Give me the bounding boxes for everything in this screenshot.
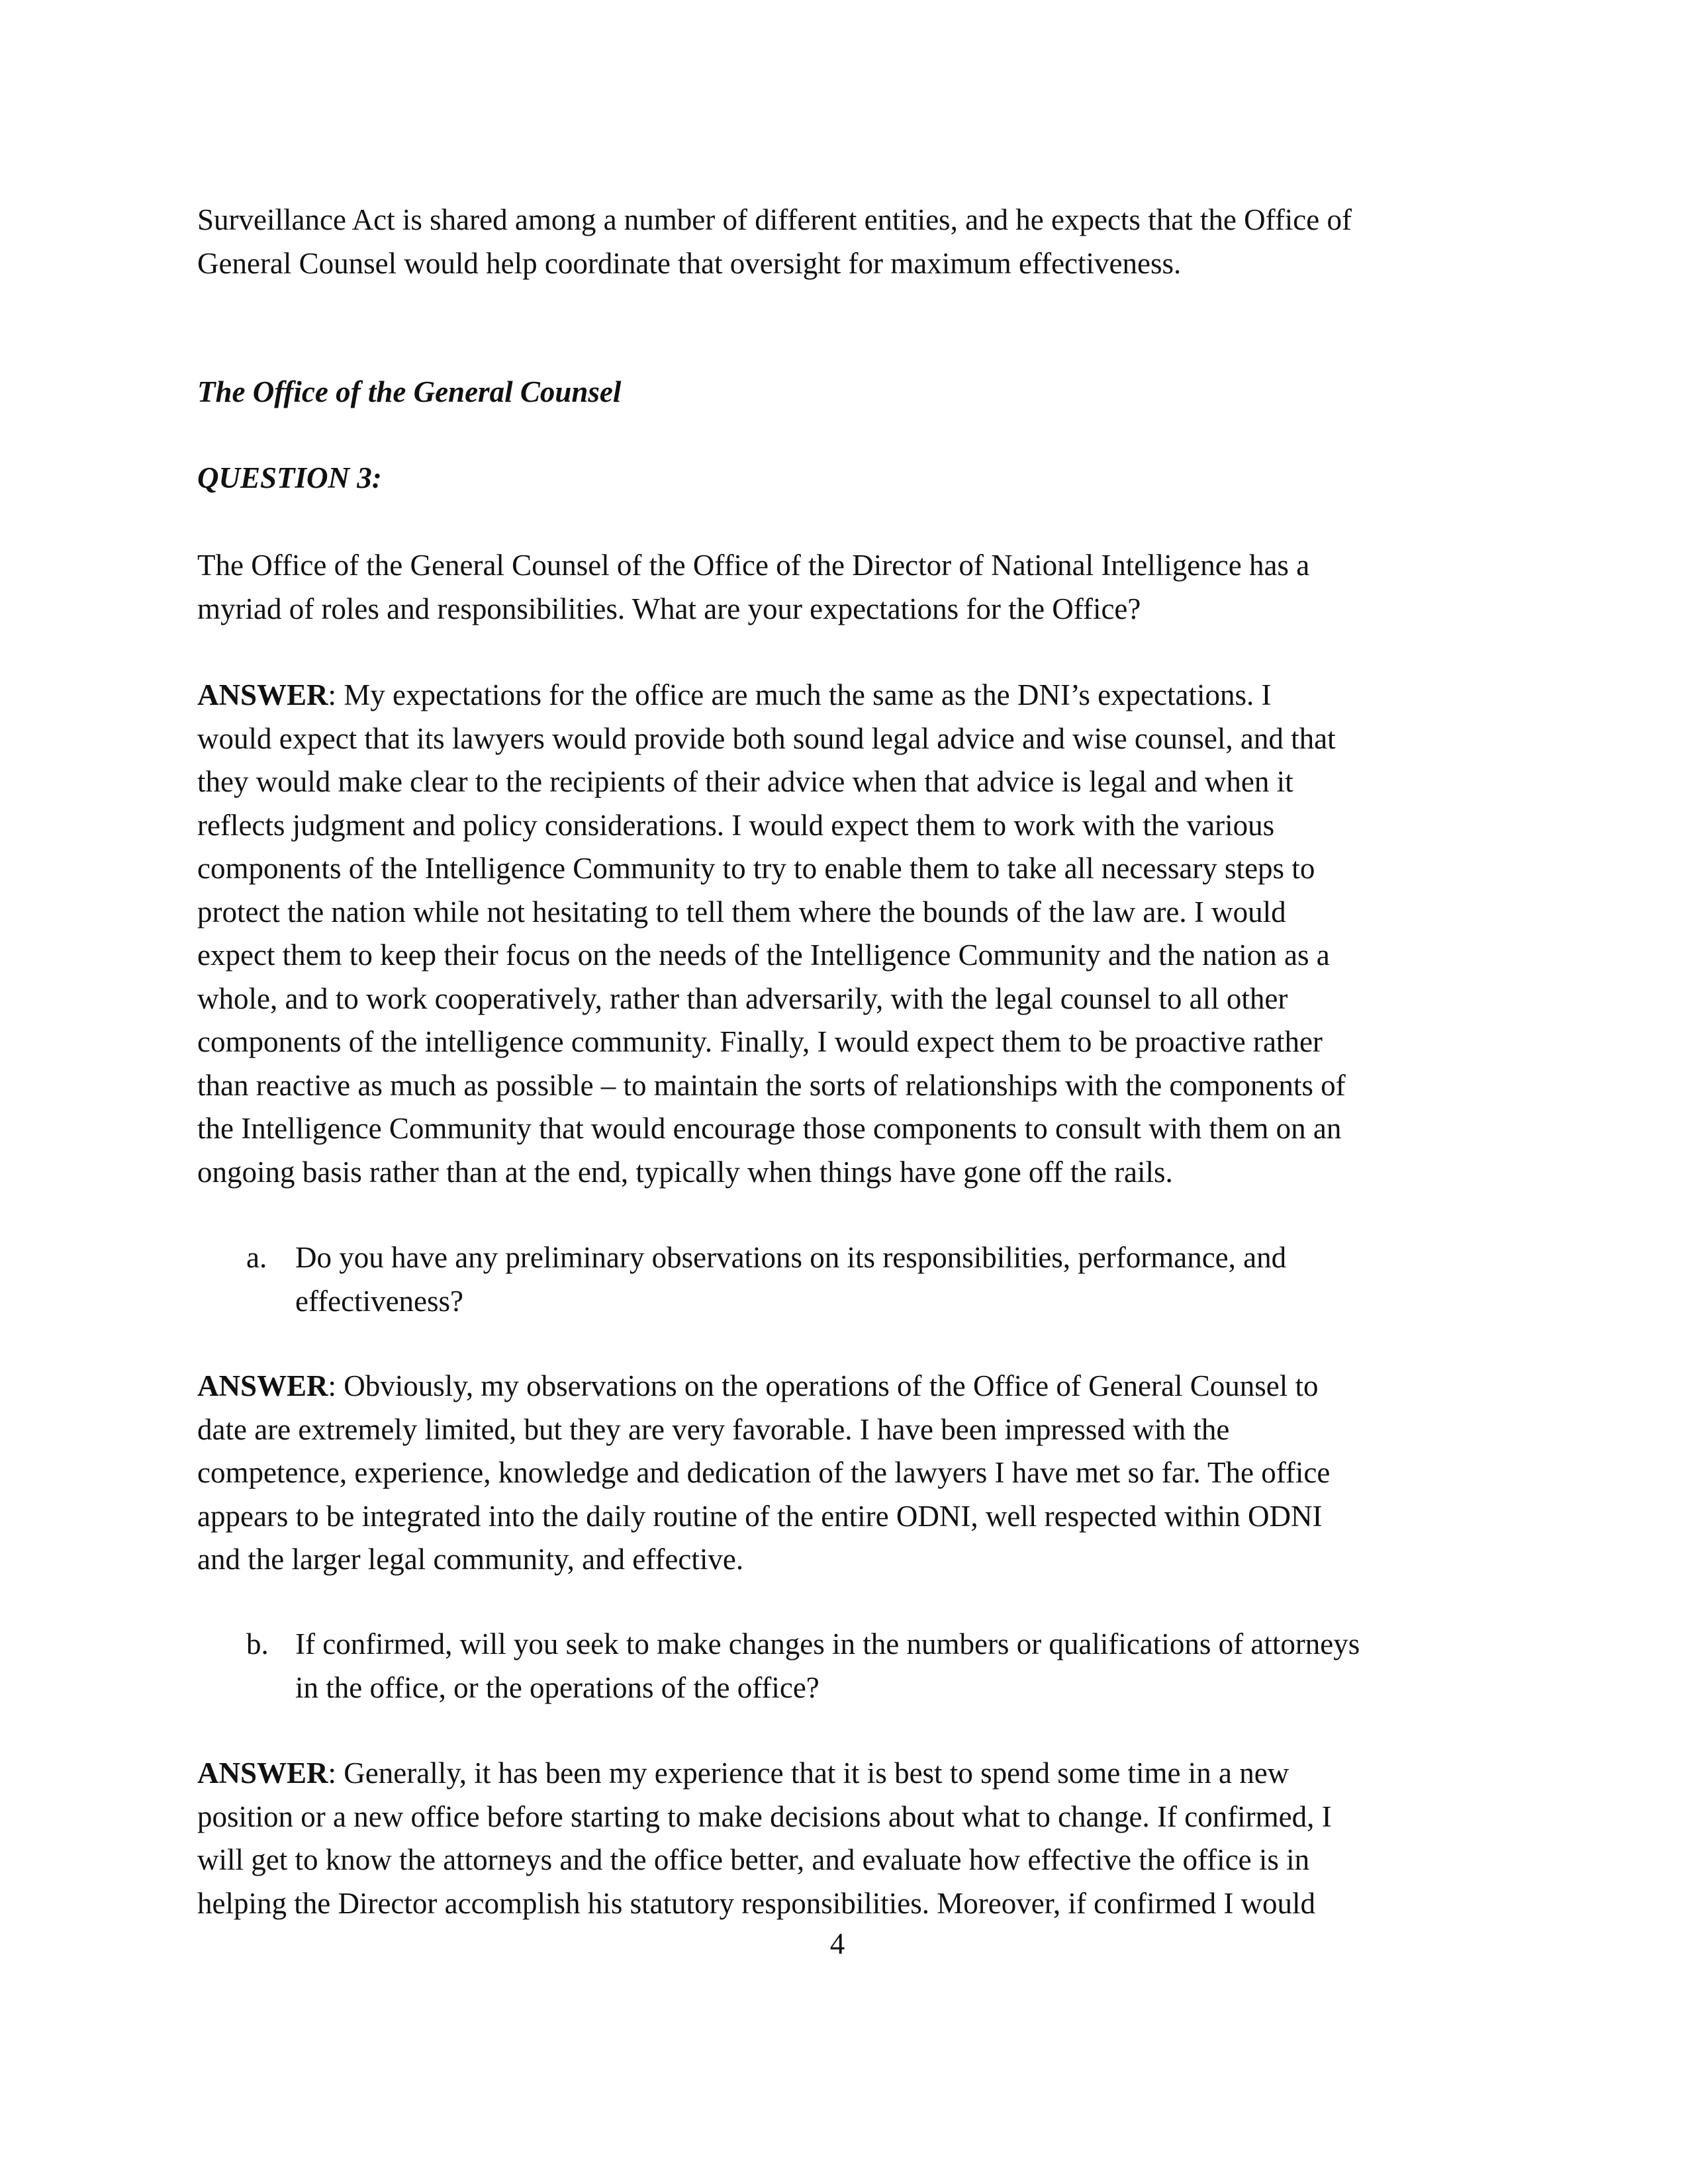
paragraph-line: components of the Intelligence Community to try to enable them to take all necessary steps to	[197, 852, 1315, 885]
paragraph-line: competence, experience, knowledge and dedication of the lawyers I have met so far. The office	[197, 1456, 1331, 1489]
answer-first-line: : Generally, it has been my experience that it is best to spend some time in a new	[328, 1756, 1289, 1790]
paragraph-line: and the larger legal community, and effective.	[197, 1543, 744, 1576]
answer-main-paragraph	[197, 674, 1495, 1194]
list-marker: a.	[246, 1241, 267, 1274]
paragraph-line: General Counsel would help coordinate that oversight for maximum effectiveness.	[197, 246, 1182, 280]
paragraph-line: they would make clear to the recipients of their advice when that advice is legal and when it	[197, 765, 1293, 798]
paragraph-line: effectiveness?	[295, 1284, 464, 1318]
paragraph-line: components of the intelligence community. Finally, I would expect them to be proactive rather	[197, 1025, 1323, 1058]
paragraph-line: expect them to keep their focus on the needs of the Intelligence Community and the nation as a	[197, 938, 1330, 972]
paragraph-line: will get to know the attorneys and the office better, and evaluate how effective the office is in	[197, 1843, 1310, 1876]
question-heading: QUESTION 3:	[197, 461, 382, 494]
paragraph-line: Do you have any preliminary observations on its responsibilities, performance, and	[295, 1241, 1287, 1274]
answer-a-paragraph	[197, 1365, 1495, 1582]
answer-first-line: : My expectations for the office are much the same as the DNI’s expectations. I	[328, 678, 1272, 711]
answer-label: ANSWER	[197, 1369, 328, 1402]
page-number: 4	[829, 1927, 845, 1960]
paragraph-line: than reactive as much as possible – to maintain the sorts of relationships with the components of	[197, 1068, 1346, 1102]
paragraph-line: If confirmed, will you seek to make changes in the numbers or qualifications of attorneys	[295, 1627, 1360, 1661]
sub-question-text	[295, 1236, 1520, 1323]
answer-first-line: : Obviously, my observations on the operations of the Office of General Counsel to	[328, 1369, 1319, 1402]
section-heading: The Office of the General Counsel	[197, 375, 622, 408]
paragraph-line: position or a new office before starting to make decisions about what to change. If confirmed, I	[197, 1799, 1332, 1833]
paragraph-line: would expect that its lawyers would provide both sound legal advice and wise counsel, and that	[197, 721, 1336, 755]
paragraph-line: myriad of roles and responsibilities. What are your expectations for the Office?	[197, 592, 1141, 625]
paragraph-line: The Office of the General Counsel of the Office of the Director of National Intelligence has a	[197, 549, 1310, 582]
paragraph-line: date are extremely limited, but they are very favorable. I have been impressed with the	[197, 1412, 1230, 1446]
paragraph-line: reflects judgment and policy considerations. I would expect them to work with the various	[197, 808, 1275, 842]
paragraph-line	[197, 1752, 1495, 1796]
paragraph-line: Surveillance Act is shared among a number of different entities, and he expects that the Office of	[197, 203, 1352, 236]
answer-b-paragraph	[197, 1752, 1495, 1925]
paragraph-line	[197, 674, 1495, 717]
question-paragraph	[197, 544, 1495, 631]
paragraph-line: whole, and to work cooperatively, rather than adversarily, with the legal counsel to all other	[197, 981, 1288, 1015]
list-marker: b.	[246, 1627, 269, 1661]
paragraph-line: the Intelligence Community that would encourage those components to consult with them on an	[197, 1112, 1342, 1145]
paragraph-line: in the office, or the operations of the office?	[295, 1670, 820, 1704]
paragraph-line: protect the nation while not hesitating to tell them where the bounds of the law are. I would	[197, 895, 1286, 929]
paragraph-line: ongoing basis rather than at the end, typically when things have gone off the rails.	[197, 1155, 1173, 1189]
continuation-paragraph	[197, 199, 1495, 285]
paragraph-line	[197, 1365, 1495, 1408]
sub-question-text	[295, 1623, 1520, 1709]
answer-label: ANSWER	[197, 1756, 328, 1790]
answer-label: ANSWER	[197, 678, 328, 711]
paragraph-line: helping the Director accomplish his statutory responsibilities. Moreover, if confirmed I would	[197, 1886, 1316, 1920]
paragraph-line: appears to be integrated into the daily routine of the entire ODNI, well respected within ODNI	[197, 1499, 1323, 1533]
